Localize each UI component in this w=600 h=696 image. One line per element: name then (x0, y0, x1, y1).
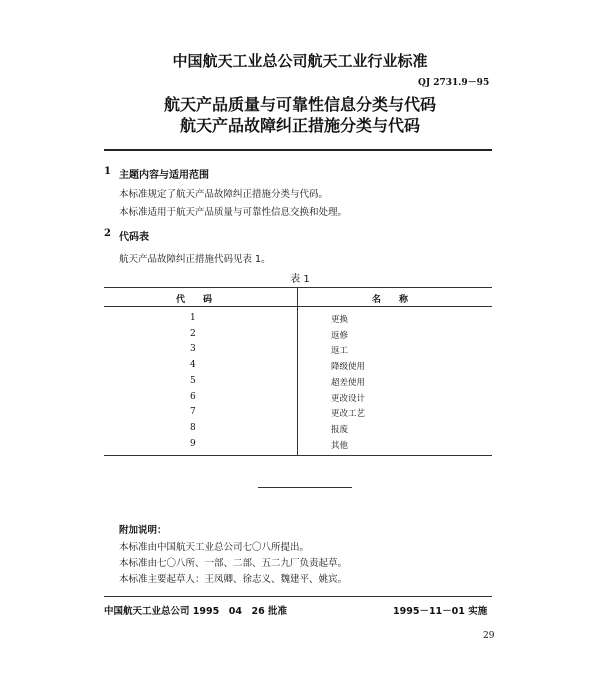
table-row-name: 更换 (331, 315, 349, 325)
table-row-code: 1 (190, 313, 196, 323)
table-row-name: 返工 (331, 346, 349, 356)
section2-number: 2 (104, 228, 111, 239)
table-row-code: 2 (190, 329, 196, 339)
section1-paragraph2: 本标准适用于航天产品质量与可靠性信息交换和处理。 (119, 207, 348, 218)
section2-paragraph: 航天产品故障纠正措施代码见表 1。 (119, 254, 271, 265)
section1-title: 主题内容与适用范围 (119, 170, 209, 181)
notes-title: 附加说明： (119, 525, 167, 536)
footer-rule (104, 596, 492, 597)
table-row-code: 7 (190, 407, 196, 417)
table-row-name: 返修 (331, 331, 349, 341)
table-row-code: 9 (190, 439, 196, 449)
table-header-code: 代 码 (176, 295, 213, 305)
standard-number: QJ 2731.9－95 (418, 78, 490, 88)
section2-title: 代码表 (119, 232, 149, 243)
end-rule (258, 487, 352, 488)
table-row-code: 8 (190, 423, 196, 433)
table-row-code: 4 (190, 360, 196, 370)
footer-implementation: 1995－11－01 实施 (393, 606, 488, 617)
table-row-name: 其他 (331, 441, 349, 451)
section1-paragraph1: 本标准规定了航天产品故障纠正措施分类与代码。 (119, 189, 329, 200)
issuer-header: 中国航天工业总公司航天工业行业标准 (172, 52, 428, 70)
table-header-rule (104, 306, 492, 307)
table-row-name: 超差使用 (331, 378, 366, 388)
footer-approval: 中国航天工业总公司 1995 04 26 批准 (104, 606, 287, 617)
table-row-name: 降级使用 (331, 362, 366, 372)
table-column-divider (297, 288, 298, 455)
title-rule (104, 149, 492, 151)
page-number: 29 (483, 631, 495, 641)
table-bottom-rule (104, 455, 492, 456)
table-row-name: 报废 (331, 425, 349, 435)
table-caption: 表 1 (290, 274, 310, 285)
table-header-name: 名 称 (372, 295, 409, 305)
notes-line2: 本标准由七〇八所、一部、二部、五二九厂负责起草。 (119, 558, 348, 569)
document-title-line2: 航天产品故障纠正措施分类与代码 (179, 116, 420, 135)
table-row-code: 6 (190, 392, 196, 402)
table-row-code: 3 (190, 344, 196, 354)
notes-line3: 本标准主要起草人：王凤卿、徐志义、魏建平、姚宾。 (119, 574, 348, 585)
document-title-line1: 航天产品质量与可靠性信息分类与代码 (163, 95, 436, 114)
notes-line1: 本标准由中国航天工业总公司七〇八所提出。 (119, 542, 310, 553)
table-row-code: 5 (190, 376, 196, 386)
table-top-rule (104, 287, 492, 288)
table-row-name: 更改设计 (331, 394, 366, 404)
table-row-name: 更改工艺 (331, 409, 366, 419)
section1-number: 1 (104, 166, 111, 177)
